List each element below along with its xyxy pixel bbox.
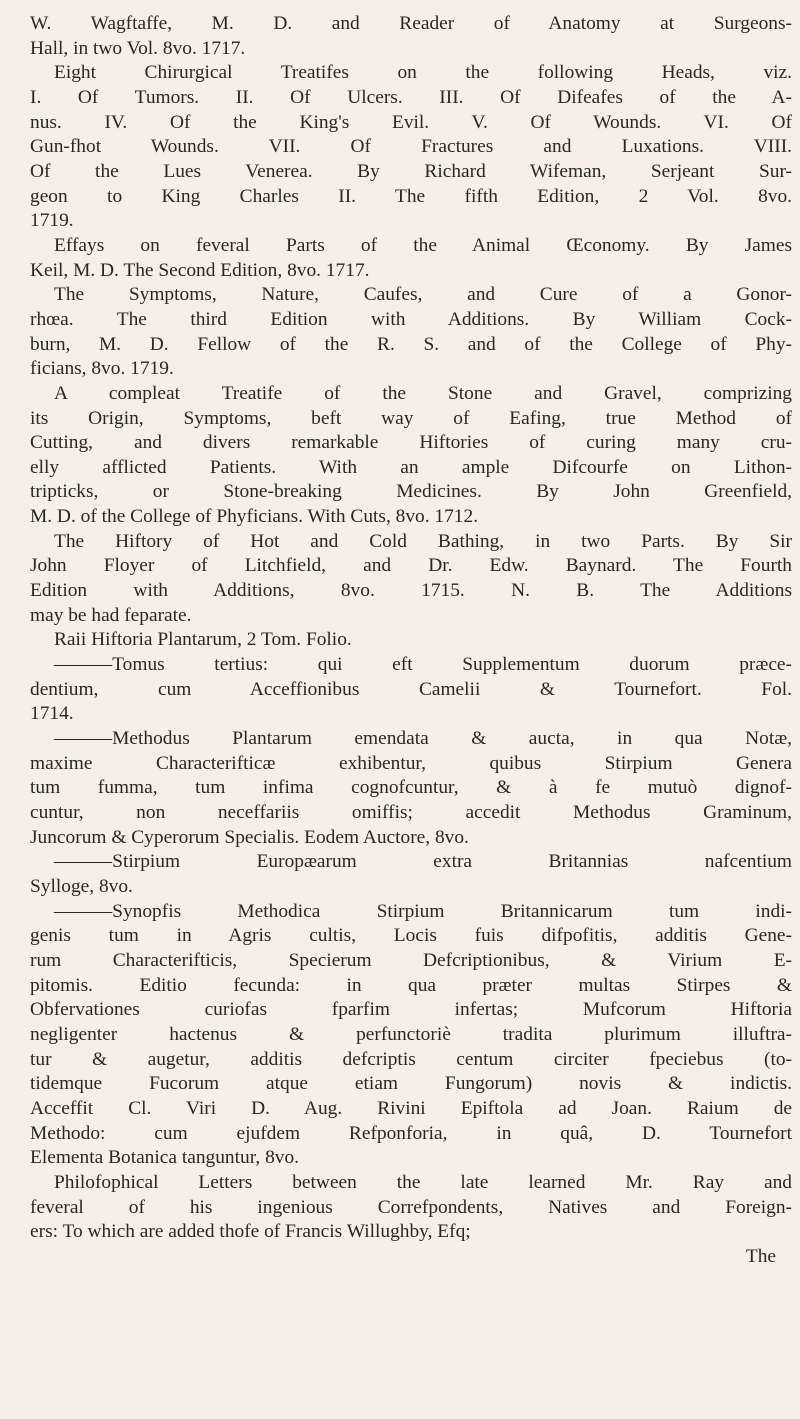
entry-line: Raii Hiftoria Plantarum, 2 Tom. Folio. [54,629,352,651]
entry-line: Hall, in two Vol. 8vo. 1717. [30,37,246,59]
entry-line: may be had feparate. [30,604,192,626]
entry-line: Eight Chirurgical Treatifes on the following Heads, viz. [54,62,792,84]
book-entry [30,61,792,234]
entry-line: dentium, cum Acceffionibus Camelii & Tournefort. Fol. [30,678,792,700]
entry-line: tur & augetur, additis defcriptis centum circiter fpeciebus (to- [30,1048,792,1070]
entry-line: ———Stirpium Europæarum extra Britannias nafcentium [54,851,792,873]
entry-line: cuntur, non neceffariis omiffis; accedit Methodus Graminum, [30,802,792,823]
book-entry [30,727,792,850]
book-entry [30,530,792,629]
entry-line: burn, M. D. Fellow of the R. S. and of the College of Phy- [30,333,792,355]
entry-line: ———Synopfis Methodica Stirpium Britannicarum tum indi- [54,900,792,922]
entry-line: tum fumma, tum infima cognofcuntur, & à fe mutuò dignof- [30,777,792,799]
entry-line: The Symptoms, Nature, Caufes, and Cure of a Gonor- [54,284,792,306]
entry-line: Gun-fhot Wounds. VII. Of Fractures and Luxations. VIII. [30,136,792,158]
entry-line: M. D. of the College of Phyficians. With Cuts, 8vo. 1712. [30,506,479,528]
book-entry [30,1171,792,1245]
entry-line: The Hiftory of Hot and Cold Bathing, in two Parts. By Sir [54,530,792,552]
entry-line: Sylloge, 8vo. [30,875,133,897]
book-advertisement-page [30,12,792,1269]
entry-line: Philofophical Letters between the late learned Mr. Ray and [54,1171,792,1193]
entry-line: ———Methodus Plantarum emendata & aucta, in qua Notæ, [54,728,792,750]
entry-line: John Floyer of Litchfield, and Dr. Edw. Baynard. The Fourth [30,555,792,577]
book-entry [30,900,792,1171]
entry-line: Juncorum & Cyperorum Specialis. Eodem Auctore, 8vo. [30,826,469,848]
catchword: The [745,1245,776,1267]
entry-line: tripticks, or Stone-breaking Medicines. By John Greenfield, [30,481,792,503]
entry-line: W. Wagftaffe, M. D. and Reader of Anatomy at Surgeons- [30,13,792,34]
entry-line: pitomis. Editio fecunda: in qua præter multas Stirpes & [30,974,792,996]
entry-line: I. Of Tumors. II. Of Ulcers. III. Of Difeafes of the A- [30,86,792,108]
entry-line: geon to King Charles II. The fifth Edition, 2 Vol. 8vo. [30,185,792,207]
entry-line: genis tum in Agris cultis, Locis fuis difpofitis, additis Gene- [30,925,792,947]
book-entry [30,850,792,899]
book-entry [30,283,792,382]
entry-line: elly afflicted Patients. With an ample Difcourfe on Lithon- [30,456,792,478]
entry-line: ers: To which are added thofe of Francis Willughby, Efq; [30,1221,471,1243]
entry-line: rum Characterifticis, Specierum Defcriptionibus, & Virium E- [30,949,792,971]
entries-list [30,12,792,1245]
entry-line: ———Tomus tertius: qui eft Supplementum duorum præce- [54,654,792,676]
entry-line: A compleat Treatife of the Stone and Gravel, comprizing [54,382,792,404]
entry-line: ficians, 8vo. 1719. [30,358,174,380]
entry-line: Acceffit Cl. Viri D. Aug. Rivini Epiftola ad Joan. Raium de [30,1097,792,1119]
entry-line: Keil, M. D. The Second Edition, 8vo. 1717. [30,259,370,281]
entry-line: Effays on feveral Parts of the Animal Œconomy. By James [54,234,792,256]
entry-line: nus. IV. Of the King's Evil. V. Of Wounds. VI. Of [30,111,792,133]
entry-line: Of the Lues Venerea. By Richard Wifeman, Serjeant Sur- [30,160,792,182]
entry-line: Cutting, and divers remarkable Hiftories of curing many cru- [30,432,792,454]
entry-line: rhœa. The third Edition with Additions. By William Cock- [30,308,792,330]
entry-line: feveral of his ingenious Correfpondents, Natives and Foreign- [30,1196,792,1218]
book-entry [30,653,792,727]
entry-line: 1714. [30,703,74,725]
entry-line: tidemque Fucorum atque etiam Fungorum) novis & indictis. [30,1073,792,1095]
book-entry [30,234,792,283]
book-entry [30,382,792,530]
entry-line: Edition with Additions, 8vo. 1715. N. B. The Additions [30,580,792,602]
entry-line: 1719. [30,210,74,232]
entry-line: negligenter hactenus & perfunctoriè tradita plurimum illuftra- [30,1023,792,1045]
entry-line: maxime Characterifticæ exhibentur, quibus Stirpium Genera [30,752,792,774]
book-entry [30,628,792,653]
book-entry [30,12,792,61]
entry-line: its Origin, Symptoms, beft way of Eafing, true Method of [30,407,792,429]
entry-line: Methodo: cum ejufdem Refponforia, in quâ, D. Tournefort [30,1122,792,1144]
entry-line: Obfervationes curiofas fparfim infertas; Mufcorum Hiftoria [30,999,792,1021]
entry-line: Elementa Botanica tanguntur, 8vo. [30,1147,299,1169]
